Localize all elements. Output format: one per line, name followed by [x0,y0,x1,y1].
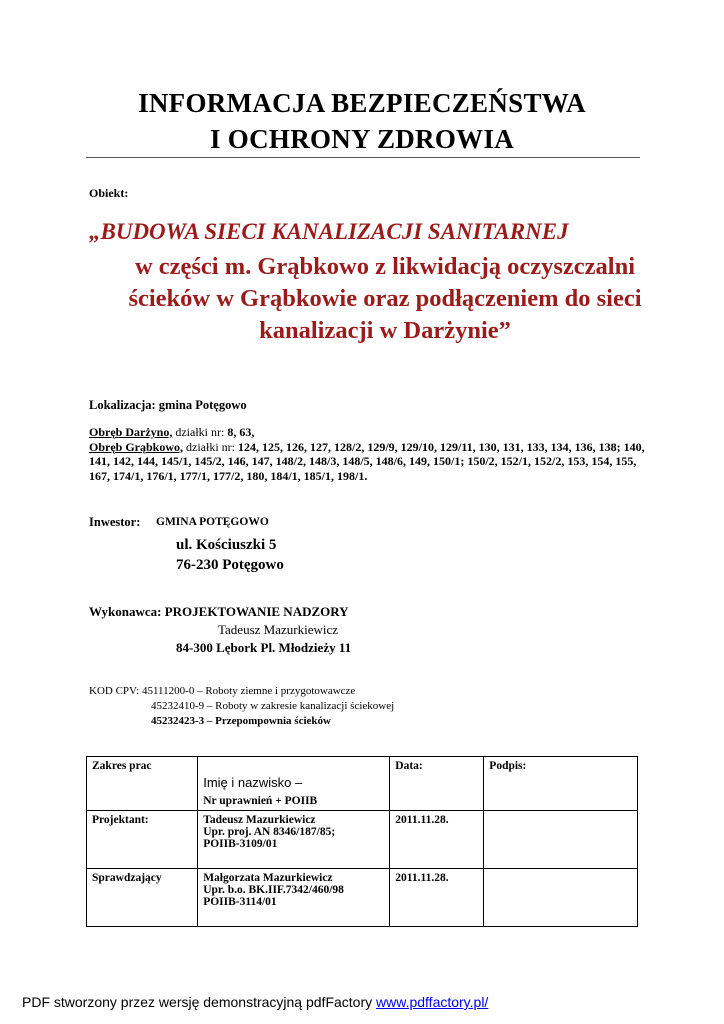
footer-link[interactable]: www.pdffactory.pl/ [376,994,489,1010]
signature-table [86,756,638,927]
row-role: Sprawdzający [87,869,198,927]
row-person-poiib: POIIB-3109/01 [203,838,278,850]
project-name-line1: „BUDOWA SIECI KANALIZACJI SANITARNEJ [89,219,569,244]
row-signature [484,811,638,869]
investor-label: Inwestor: [89,515,141,529]
project-name-rest: w części m. Grąbkowo z likwidacją oczyszczalni ścieków w Grąbkowie oraz podłączeniem do sieci kanalizacji w Darżynie” [128,253,642,344]
title-divider [86,157,640,158]
obreb-darzyno [89,425,649,440]
cpv-line1: KOD CPV: 45111200-0 – Roboty ziemne i przygotowawcze [89,685,356,697]
row-date: 2011.11.28. [390,869,484,927]
header-license: Nr uprawnień + POIIB [198,793,390,811]
obreb-grabkowo-name: Obręb Grąbkowo, [89,439,184,454]
row-person [198,811,390,869]
row-person-license: Upr. b.o. BK.IIF.7342/460/98 [203,884,344,896]
document-title-line1: INFORMACJA BEZPIECZEŃSTWA [138,88,586,118]
document-title-line2: I OCHRONY ZDROWIA [209,124,515,154]
header-scope: Zakres prac [87,757,198,811]
table-header-row [87,757,638,794]
location-label: Lokalizacja: gmina Potęgowo [89,398,247,412]
investor-name: GMINA POTĘGOWO [156,516,269,528]
row-person-license: Upr. proj. AN 8346/187/85; [203,826,336,838]
row-signature [484,869,638,927]
contractor-address: 84-300 Lębork Pl. Młodzieży 11 [176,640,352,655]
pdf-footer [22,994,488,1010]
obreb-grabkowo-plots: 124, 125, 126, 127, 128/2, 129/9, 129/10, 129/11, 130, 131, 133, 134, 136, 138; 140, 141, 142, 144, 145/1, 145/2, 146, 147, 148/2, 148/3, 148/5, 148/6, 149, 150/1; 150/2, 152/1, 152/2, 153, 154, 155, 167, 174/1, 176/1, 177/1, 177/2, 180, 184/1, 185/1, 198/1. [89,439,645,483]
investor-city: 76-230 Potęgowo [176,557,284,573]
row-person-poiib: POIIB-3114/01 [203,896,277,908]
obreb-darzyno-plots: 8, 63, [227,425,255,439]
header-date: Data: [390,757,484,811]
header-signature: Podpis: [484,757,638,811]
contractor-name: PROJEKTOWANIE NADZORY [164,604,349,619]
investor-street: ul. Kościuszki 5 [176,537,277,553]
footer-text: PDF stworzony przez wersję demonstracyjną pdfFactory [22,994,377,1010]
obreb-darzyno-name: Obręb Darżyno, [89,425,173,439]
obreb-grabkowo-prefix: działki nr: [183,439,238,454]
obreb-grabkowo [89,440,649,484]
row-role: Projektant: [87,811,198,869]
contractor-row [89,604,349,620]
object-label: Obiekt: [89,186,129,200]
obreb-darzyno-prefix: działki nr: [172,425,228,439]
row-date: 2011.11.28. [390,811,484,869]
row-person [198,869,390,927]
table-row [87,869,638,927]
cpv-line2: 45232410-9 – Roboty w zakresie kanalizacji ściekowej [151,700,395,712]
row-person-name: Małgorzata Mazurkiewicz [203,872,333,884]
plots-block [89,425,649,483]
contractor-label: Wykonawca: [89,604,165,619]
cpv-line3: 45232423-3 – Przepompownia ścieków [151,715,331,727]
row-person-name: Tadeusz Mazurkiewicz [203,814,316,826]
contractor-person: Tadeusz Mazurkiewicz [218,622,339,637]
header-name: Imię i nazwisko – [198,757,390,794]
table-row [87,811,638,869]
